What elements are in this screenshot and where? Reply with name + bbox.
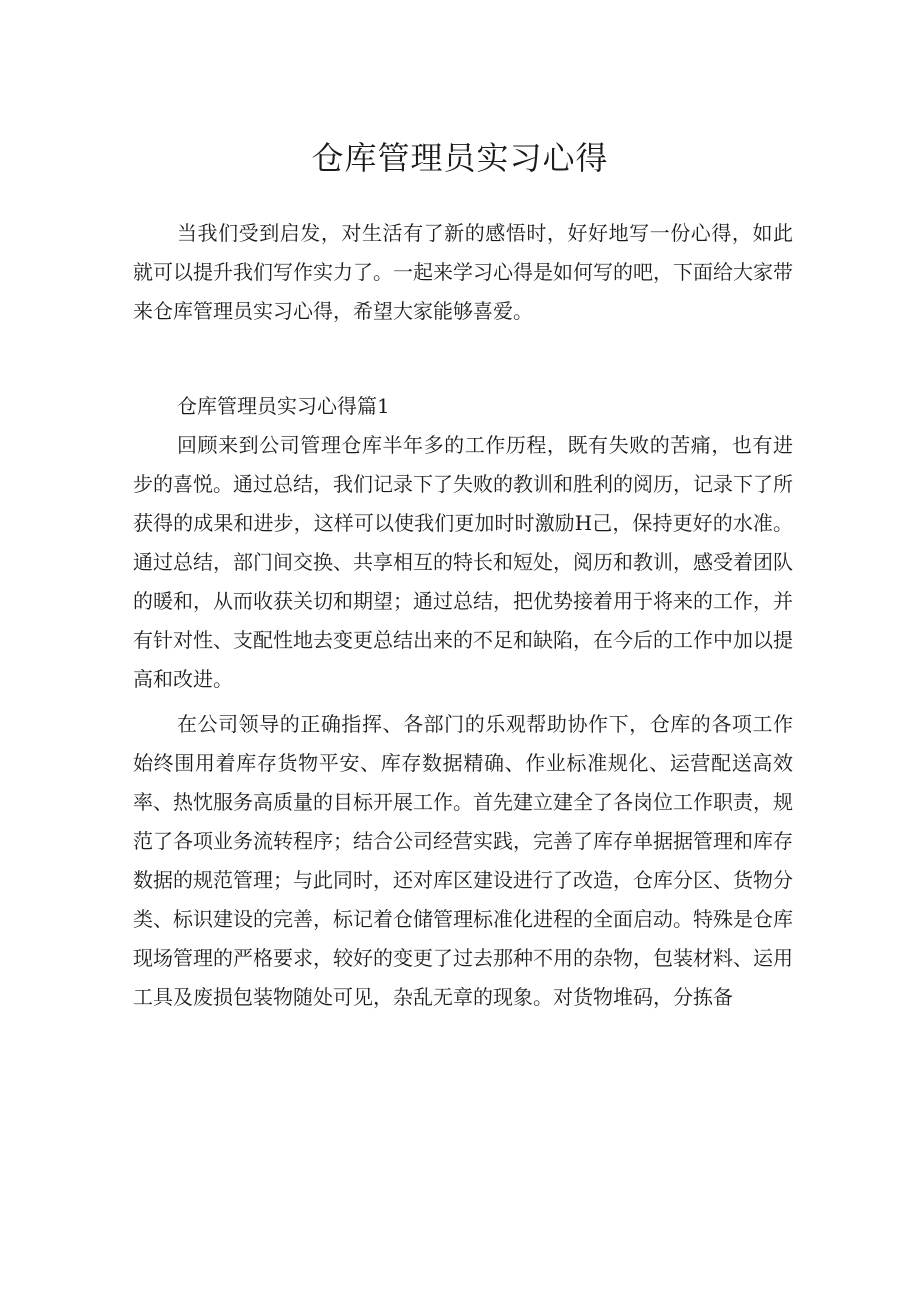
document-body: [133, 214, 793, 1017]
section-heading: 仓库管理员实习心得篇1: [177, 394, 390, 418]
document-title: 仓库管理员实习心得: [311, 139, 609, 177]
intro-paragraph: 当我们受到启发，对生活有了新的感悟时，好好地写一份心得，如此就可以提升我们写作实力了。一起来学习心得是如何写的吧，下面给大家带来仓库管理员实习心得，希望大家能够喜爱。: [133, 221, 793, 323]
body-paragraph-2: 在公司领导的正确指挥、各部门的乐观帮助协作下，仓库的各项工作始终围用着库存货物平安、库存数据精确、作业标准规化、运营配送高效率、热忱服务高质量的目标开展工作。首先建立建全了各岗位工作职责，规范了各项业务流转程序；结合公司经营实践，完善了库存单据据管理和库存数据的规范管理；与此同时，还对库区建设进行了改造，仓库分区、货物分类、标识建设的完善，标记着仓储管理标准化进程的全面启动。特殊是仓库现场管理的严格要求，较好的变更了过去那种不用的杂物，包装材料、运用工具及废损包装物随处可见，杂乱无章的现象。对货物堆码，分拣备: [133, 712, 793, 1009]
body-paragraph-1: 回顾来到公司管理仓库半年多的工作历程，既有失败的苦痛，也有进步的喜悦。通过总结，我们记录下了失败的教训和胜利的阅历，记录下了所获得的成果和进步，这样可以使我们更加时时激励H己，保持更好的水准。通过总结，部门间交换、共享相互的特长和短处，阅历和教训，感受着团队的暖和，从而收获关切和期望；通过总结，把优势接着用于将来的工作，并有针对性、支配性地去变更总结出来的不足和缺陷，在今后的工作中加以提高和改进。: [133, 433, 793, 691]
